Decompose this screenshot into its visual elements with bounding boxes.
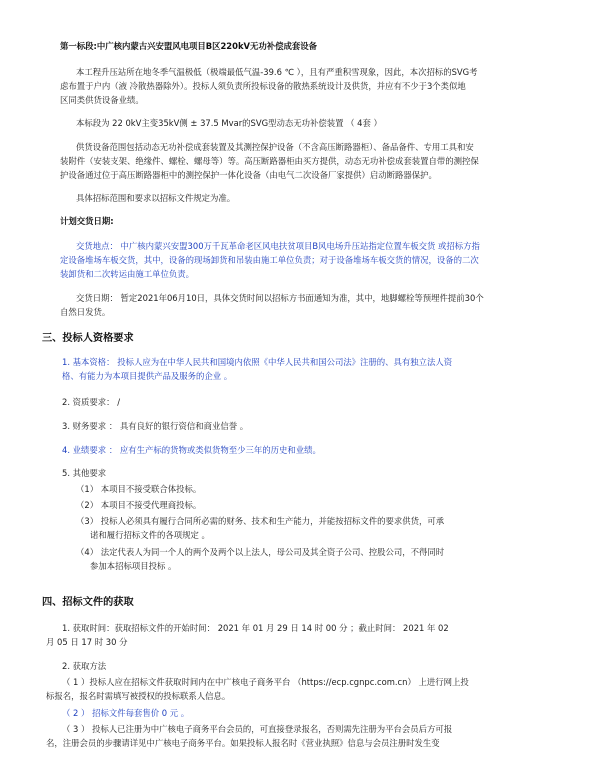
para-line: 具体招标范围和要求以招标文件规定为准。 xyxy=(76,193,236,203)
docs-method-line: （ 1 ）投标人应在招标文件获取时间内在中广核电子商务平台 （https://ecp.cgnpc.com.cn） 上进行网上投 xyxy=(62,677,469,687)
other-req-item: （1） 本项目不接受联合体投标。 xyxy=(76,484,202,494)
para-line: 虑布置于户内（液 冷散热器除外）。投标人须负责所投标设备的散热系统设计及供货，并应有不少于3个类似地 xyxy=(60,81,466,91)
para-line: 装附件（安装支架、绝缘件、螺栓、螺母等）等。高压断路器柜由买方提供，动态无功补偿成套装置自带的测控保 xyxy=(60,156,479,166)
requirement-item: 5. 其他要求 xyxy=(62,468,107,478)
docs-method-line: 标报名，报名时需填写被授权的投标联系人信息。 xyxy=(46,691,231,701)
para-line: 区同类供货设备业绩。 xyxy=(60,95,144,105)
other-req-item: （3） 投标人必须具有履行合同所必需的财务、技术和生产能力，并能按招标文件的要求供货，可承 xyxy=(76,516,445,526)
docs-price-line: （ 2 ） 招标文件每套售价 0 元 。 xyxy=(62,708,190,718)
docs-time-line: 1. 获取时间：获取招标文件的开始时间： 2021 年 01 月 29 日 14 时 00 分 ；截止时间： 2021 年 02 xyxy=(62,623,449,633)
delivery-date-line: 交货日期： 暂定2021年06月10日，具体交货时间以招标方书面通知为准，其中，地脚螺栓等预埋件提前30个 xyxy=(76,293,484,303)
other-req-item: 诺和履行招标文件的各项规定 。 xyxy=(90,530,210,540)
section-heading-docs: 四、招标文件的获取 xyxy=(42,597,134,608)
requirement-item: 4. 业绩要求 ： 应有生产标的货物或类似货物至少三年的历史和业绩。 xyxy=(62,445,321,455)
requirement-item: 2. 资质要求： / xyxy=(62,397,121,407)
delivery-date-line: 自然日发货。 xyxy=(60,307,111,317)
requirement-item: 格、有能力为本项目提供产品及服务的企业 。 xyxy=(62,371,233,381)
section-title-lot1: 第一标段:中广核内蒙古兴安盟风电项目B区220kV无功补偿成套设备 xyxy=(60,41,318,51)
delivery-place-line: 定设备堆场车板交货，其中，设备的现场卸货和吊装由施工单位负责；对于设备堆场车板交货的情况，设备的二次 xyxy=(60,255,479,265)
para-line: 供货设备范围包括动态无功补偿成套装置及其测控保护设备（不含高压断路器柜）、备品备件、专用工具和安 xyxy=(76,142,474,152)
requirement-item: 1. 基本资格： 投标人应为在中华人民共和国境内依照《中华人民共和国公司法》注册的、具有独立法人资 xyxy=(62,357,453,367)
para-line: 本标段为 22 0kV主变35kV侧 ± 37.5 Mvar的SVG型动态无功补偿装置 （ 4套 ） xyxy=(76,118,382,128)
docs-time-line: 月 05 日 17 时 30 分 xyxy=(46,637,128,647)
other-req-item: 参加本招标项目投标 。 xyxy=(90,561,177,571)
para-line: 护设备通过位于高压断路器柜中的测控保护一体化设备（由电气二次设备厂家提供）启动断路器保护。 xyxy=(60,170,437,180)
delivery-heading: 计划交货日期: xyxy=(60,216,114,226)
delivery-place-line: 交货地点： 中广核内蒙兴安盟300万千瓦革命老区风电扶贫项目B风电场升压站指定位置车板交货 或招标方指 xyxy=(76,241,480,251)
requirement-item: 3. 财务要求 ： 具有良好的银行资信和商业信誉 。 xyxy=(62,421,249,431)
docs-method-heading: 2. 获取方法 xyxy=(62,661,107,671)
other-req-item: （4） 法定代表人为同一个人的两个及两个以上法人，母公司及其全资子公司、控股公司，不得同时 xyxy=(76,547,445,557)
delivery-place-line: 装卸货和二次转运由施工单位负责。 xyxy=(60,269,194,279)
para-line: 本工程升压站所在地冬季气温极低（极端最低气温-39.6 ℃ ），且有严重积雪现象，因此，本次招标的SVG考 xyxy=(76,67,478,77)
docs-method-line: （ 3 ） 投标人已注册为中广核电子商务平台会员的，可直接登录报名，否则需先注册为平台会员后方可报 xyxy=(62,724,453,734)
section-heading-qualifications: 三、投标人资格要求 xyxy=(42,333,134,344)
docs-method-line: 名，注册会员的步骤请详见中广核电子商务平台。如果投标人报名时《营业执照》信息与会员注册时发生变 xyxy=(46,738,440,748)
other-req-item: （2） 本项目不接受代理商投标。 xyxy=(76,500,202,510)
